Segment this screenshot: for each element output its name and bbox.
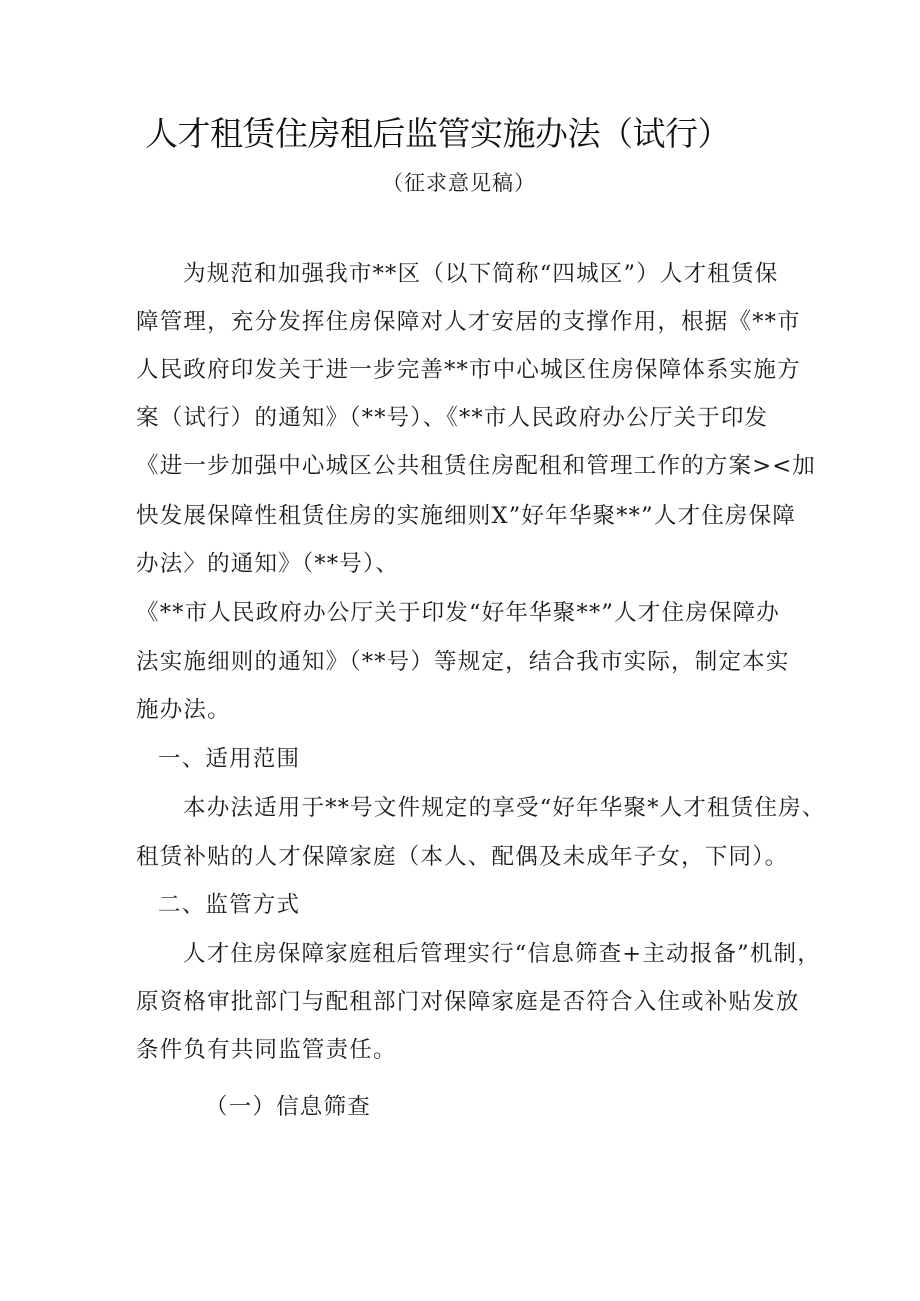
section-heading-scope: 一、适用范围 bbox=[158, 746, 301, 772]
intro-line: 为规范和加强我市**区（以下简称“四城区”）人才租赁保 bbox=[183, 261, 779, 287]
document-title: 人才租赁住房租后监管实施办法（试行） bbox=[145, 114, 730, 153]
section-body-line: 人才住房保障家庭租后管理实行“信息筛查+主动报备”机制， bbox=[183, 941, 821, 967]
intro-line: 人民政府印发关于进一步完善**市中心城区住房保障体系实施方 bbox=[136, 357, 801, 383]
intro-line: 障管理，充分发挥住房保障对人才安居的支撑作用，根据《**市 bbox=[136, 309, 801, 335]
section-body-line: 本办法适用于**号文件规定的享受“好年华聚*人才租赁住房、 bbox=[183, 795, 826, 821]
subsection-heading-info-screening: （一）信息筛查 bbox=[205, 1094, 371, 1120]
intro-line: 《**市人民政府办公厅关于印发“好年华聚**”人才住房保障办 bbox=[136, 600, 781, 626]
section-body-line: 原资格审批部门与配租部门对保障家庭是否符合入住或补贴发放 bbox=[136, 989, 800, 1015]
intro-line: 施办法。 bbox=[136, 697, 231, 723]
intro-line: 快发展保障性租赁住房的实施细则X”好年华聚**”人才住房保障 bbox=[136, 503, 797, 529]
intro-line: 《进一步加强中心城区公共租赁住房配租和管理工作的方案><加 bbox=[136, 453, 817, 479]
section-body-line: 租赁补贴的人才保障家庭（本人、配偶及未成年子女，下同）。 bbox=[136, 844, 789, 870]
section-heading-supervision: 二、监管方式 bbox=[158, 892, 301, 918]
intro-line: 办法〉的通知》（**号）、 bbox=[136, 551, 400, 577]
intro-line: 案（试行）的通知》（**号）、《**市人民政府办公厅关于印发 bbox=[136, 405, 769, 431]
section-body-line: 条件负有共同监管责任。 bbox=[136, 1037, 397, 1063]
intro-line: 法实施细则的通知》（**号）等规定，结合我市实际，制定本实 bbox=[136, 649, 790, 675]
document-subtitle: （征求意见稿） bbox=[382, 171, 536, 195]
